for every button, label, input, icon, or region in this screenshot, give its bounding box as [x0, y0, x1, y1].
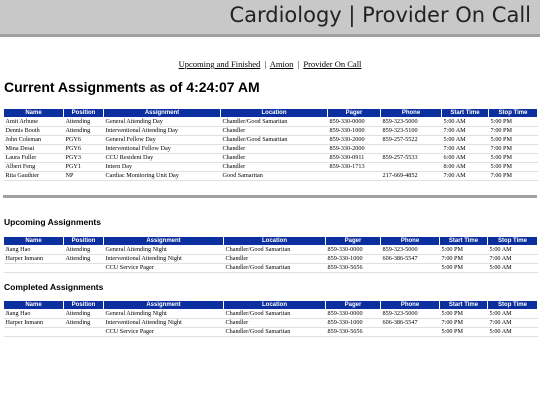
- assignment-cell: CCU Service Pager: [104, 264, 224, 273]
- pager-cell: 859-330-1713: [328, 163, 381, 172]
- table-row: [4, 154, 538, 163]
- position-cell: [64, 328, 104, 337]
- column-header-position: Position: [64, 301, 104, 310]
- column-header-start-time: Start Time: [442, 109, 489, 118]
- amion-link[interactable]: Amion: [269, 59, 294, 69]
- start-time-cell: 6:00 AM: [442, 154, 489, 163]
- assignment-cell: Intern Day: [104, 163, 221, 172]
- table-row: [4, 264, 538, 273]
- pager-cell: 859-330-2000: [328, 136, 381, 145]
- current-assignments-table: [3, 108, 538, 181]
- pager-cell: 859-330-1000: [326, 255, 381, 264]
- assignment-cell: General Attending Night: [104, 310, 224, 319]
- stop-time-cell: 5:00 AM: [488, 264, 538, 273]
- stop-time-cell: 7:00 AM: [488, 319, 538, 328]
- name-cell: Albert Feng: [4, 163, 64, 172]
- start-time-cell: 5:00 AM: [442, 136, 489, 145]
- pager-cell: 859-330-1000: [326, 319, 381, 328]
- name-cell: Mina Desai: [4, 145, 64, 154]
- name-cell: [4, 264, 64, 273]
- name-cell: John Coleman: [4, 136, 64, 145]
- stop-time-cell: 5:00 AM: [488, 328, 538, 337]
- assignment-cell: General Fellow Day: [104, 136, 221, 145]
- column-header-location: Location: [224, 237, 326, 246]
- name-cell: Amit Arbune: [4, 118, 64, 127]
- column-header-start-time: Start Time: [440, 237, 488, 246]
- column-header-pager: Pager: [328, 109, 381, 118]
- upcoming-finished-link[interactable]: Upcoming and Finished: [178, 59, 261, 69]
- stop-time-cell: 7:00 AM: [488, 255, 538, 264]
- column-header-pager: Pager: [326, 237, 381, 246]
- nav-links: [0, 59, 540, 69]
- stop-time-cell: 7:00 PM: [489, 145, 538, 154]
- column-header-name: Name: [4, 301, 64, 310]
- name-cell: Harper Inmann: [4, 319, 64, 328]
- column-header-location: Location: [224, 301, 326, 310]
- assignment-cell: Interventional Fellow Day: [104, 145, 221, 154]
- column-header-name: Name: [4, 237, 64, 246]
- current-assignments-heading: Current Assignments as of 4:24:07 AM: [4, 79, 260, 95]
- location-cell: Chandler: [221, 127, 328, 136]
- assignment-cell: Interventional Attending Night: [104, 255, 224, 264]
- position-cell: Attending: [64, 319, 104, 328]
- stop-time-cell: 5:00 PM: [489, 163, 538, 172]
- table-row: [4, 328, 538, 337]
- location-cell: Chandler/Good Samaritan: [224, 246, 326, 255]
- start-time-cell: 7:00 AM: [442, 145, 489, 154]
- page-title: Cardiology | Provider On Call: [229, 3, 531, 27]
- table-header-row: [4, 109, 538, 118]
- phone-cell: [381, 264, 440, 273]
- assignment-cell: Cardiac Monitoring Unit Day: [104, 172, 221, 181]
- start-time-cell: 5:00 AM: [442, 118, 489, 127]
- table-header-row: [4, 237, 538, 246]
- column-header-assignment: Assignment: [104, 109, 221, 118]
- table-row: [4, 163, 538, 172]
- position-cell: PGY6: [64, 136, 104, 145]
- nav-separator: |: [297, 59, 300, 69]
- phone-cell: [381, 328, 440, 337]
- column-header-start-time: Start Time: [440, 301, 488, 310]
- completed-assignments-heading: Completed Assignments: [4, 282, 104, 292]
- name-cell: Dennis Booth: [4, 127, 64, 136]
- pager-cell: 859-330-0000: [328, 118, 381, 127]
- stop-time-cell: 5:00 AM: [488, 310, 538, 319]
- phone-cell: 859-257-5533: [381, 154, 442, 163]
- stop-time-cell: 7:00 PM: [489, 127, 538, 136]
- position-cell: PGY6: [64, 145, 104, 154]
- column-header-position: Position: [64, 237, 104, 246]
- table-row: [4, 172, 538, 181]
- start-time-cell: 7:00 PM: [440, 319, 488, 328]
- pager-cell: 859-330-5656: [326, 264, 381, 273]
- position-cell: Attending: [64, 310, 104, 319]
- start-time-cell: 5:00 PM: [440, 310, 488, 319]
- location-cell: Chandler: [221, 145, 328, 154]
- table-row: [4, 246, 538, 255]
- pager-cell: 859-330-0000: [326, 310, 381, 319]
- position-cell: Attending: [64, 246, 104, 255]
- assignment-cell: CCU Service Pager: [104, 328, 224, 337]
- column-header-phone: Phone: [381, 301, 440, 310]
- table-row: [4, 136, 538, 145]
- phone-cell: 859-323-5000: [381, 310, 440, 319]
- position-cell: [64, 264, 104, 273]
- location-cell: Chandler/Good Samaritan: [221, 136, 328, 145]
- column-header-stop-time: Stop Time: [488, 237, 538, 246]
- phone-cell: 859-323-5000: [381, 118, 442, 127]
- column-header-position: Position: [64, 109, 104, 118]
- table-row: [4, 145, 538, 154]
- stop-time-cell: 7:00 PM: [489, 172, 538, 181]
- name-cell: [4, 328, 64, 337]
- column-header-pager: Pager: [326, 301, 381, 310]
- name-cell: Laura Fuller: [4, 154, 64, 163]
- column-header-stop-time: Stop Time: [489, 109, 538, 118]
- name-cell: Rita Gauthier: [4, 172, 64, 181]
- position-cell: Attending: [64, 255, 104, 264]
- table-row: [4, 118, 538, 127]
- location-cell: Chandler/Good Samaritan: [224, 328, 326, 337]
- table-row: [4, 319, 538, 328]
- location-cell: Chandler: [224, 255, 326, 264]
- column-header-assignment: Assignment: [104, 237, 224, 246]
- location-cell: Good Samaritan: [221, 172, 328, 181]
- pager-cell: 859-330-5656: [326, 328, 381, 337]
- table-row: [4, 255, 538, 264]
- pager-cell: 859-330-0000: [326, 246, 381, 255]
- phone-cell: 859-257-5522: [381, 136, 442, 145]
- column-header-name: Name: [4, 109, 64, 118]
- start-time-cell: 5:00 PM: [440, 264, 488, 273]
- start-time-cell: 7:00 PM: [440, 255, 488, 264]
- name-cell: Jiang Hao: [4, 246, 64, 255]
- assignment-cell: CCU Resident Day: [104, 154, 221, 163]
- stop-time-cell: 5:00 PM: [489, 118, 538, 127]
- stop-time-cell: 5:00 PM: [489, 136, 538, 145]
- column-header-location: Location: [221, 109, 328, 118]
- pager-cell: [328, 172, 381, 181]
- column-header-phone: Phone: [381, 109, 442, 118]
- table-header-row: [4, 301, 538, 310]
- column-header-stop-time: Stop Time: [488, 301, 538, 310]
- location-cell: Chandler: [221, 154, 328, 163]
- start-time-cell: 5:00 PM: [440, 246, 488, 255]
- location-cell: Chandler: [224, 319, 326, 328]
- phone-cell: 859-323-5000: [381, 246, 440, 255]
- assignment-cell: Interventional Attending Day: [104, 127, 221, 136]
- stop-time-cell: 5:00 PM: [489, 154, 538, 163]
- column-header-phone: Phone: [381, 237, 440, 246]
- location-cell: Chandler/Good Samaritan: [224, 310, 326, 319]
- phone-cell: 606-386-5547: [381, 255, 440, 264]
- location-cell: Chandler/Good Samaritan: [224, 264, 326, 273]
- name-cell: Jiang Hao: [4, 310, 64, 319]
- phone-cell: 217-669-4852: [381, 172, 442, 181]
- phone-cell: 606-386-5547: [381, 319, 440, 328]
- pager-cell: 859-330-2000: [328, 145, 381, 154]
- phone-cell: 859-323-5100: [381, 127, 442, 136]
- assignment-cell: Interventional Attending Night: [104, 319, 224, 328]
- location-cell: Chandler/Good Samaritan: [221, 118, 328, 127]
- assignment-cell: General Attending Night: [104, 246, 224, 255]
- column-header-assignment: Assignment: [104, 301, 224, 310]
- table-row: [4, 127, 538, 136]
- pager-cell: 859-330-1000: [328, 127, 381, 136]
- position-cell: PGY1: [64, 163, 104, 172]
- position-cell: Attending: [64, 118, 104, 127]
- section-divider: [3, 195, 537, 198]
- name-cell: Harper Inmann: [4, 255, 64, 264]
- assignment-cell: General Attending Day: [104, 118, 221, 127]
- completed-assignments-table: [3, 300, 538, 337]
- start-time-cell: 8:00 AM: [442, 163, 489, 172]
- provider-on-call-link[interactable]: Provider On Call: [303, 59, 362, 69]
- page-header: [0, 0, 540, 37]
- nav-separator: |: [264, 59, 267, 69]
- position-cell: NP: [64, 172, 104, 181]
- position-cell: PGY3: [64, 154, 104, 163]
- upcoming-assignments-heading: Upcoming Assignments: [4, 217, 101, 227]
- upcoming-assignments-table: [3, 236, 538, 273]
- pager-cell: 859-330-0911: [328, 154, 381, 163]
- table-row: [4, 310, 538, 319]
- stop-time-cell: 5:00 AM: [488, 246, 538, 255]
- position-cell: Attending: [64, 127, 104, 136]
- phone-cell: [381, 163, 442, 172]
- phone-cell: [381, 145, 442, 154]
- start-time-cell: 7:00 AM: [442, 127, 489, 136]
- start-time-cell: 5:00 PM: [440, 328, 488, 337]
- start-time-cell: 7:00 AM: [442, 172, 489, 181]
- location-cell: Chandler: [221, 163, 328, 172]
